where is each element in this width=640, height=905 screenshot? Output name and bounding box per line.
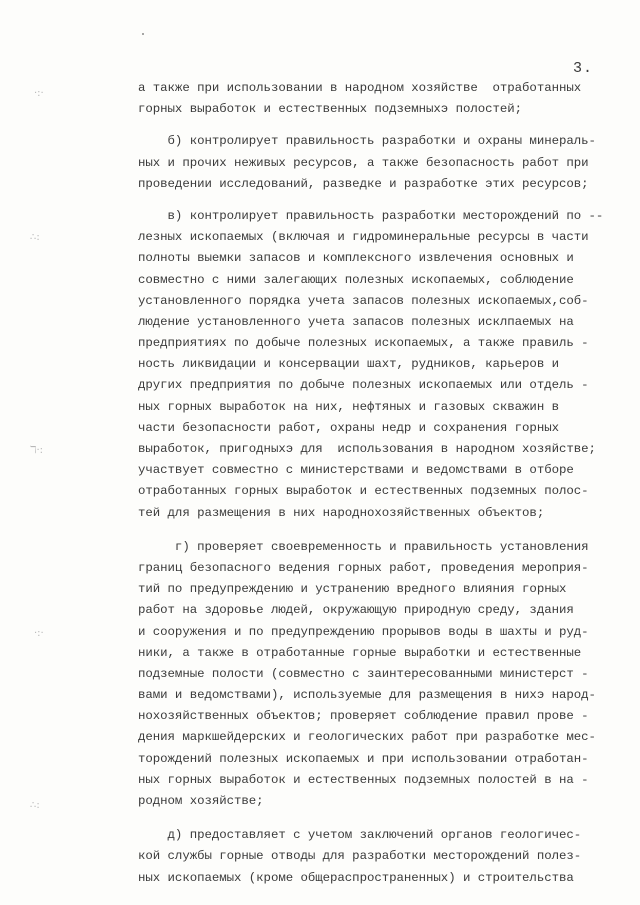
text-line: горных выработок и естественных подземныхэ полостей; [138, 102, 523, 117]
margin-smudge: ·:· [34, 88, 44, 99]
text-line: тий по предупреждению и устранению вредного влияния горных [138, 582, 567, 597]
margin-smudge: ∴: [30, 232, 40, 243]
margin-smudge: ℸ·: [30, 445, 43, 456]
text-line: вами и ведомствами), используемые для размещения в нихэ народ- [138, 688, 596, 703]
text-line: выработок, пригодныхэ для использования в народном хозяйстве; [138, 442, 596, 456]
text-line: ных ископаемых (кроме общераспространенных) и строительства [138, 870, 574, 885]
speck-mark [142, 33, 144, 35]
text-line: проведении исследований, разведке и разработке этих ресурсов; [138, 176, 589, 191]
text-line: родном хозяйстве; [138, 794, 264, 808]
text-line: ники, а также в отработанные горные выработки и естественные [138, 645, 582, 660]
text-line: совместно с ними залегающих полезных ископаемых, соблюдение [138, 272, 574, 287]
page-number: 3. [573, 60, 594, 77]
text-line: торождений полезных ископаемых и при использовании отработан- [138, 751, 589, 766]
document-body [138, 78, 608, 889]
text-line: предприятиях по добыче полезных ископаемых, а также правиль - [138, 336, 589, 351]
text-line: ность ликвидации и консервации шахт, рудников, карьеров и [138, 357, 559, 372]
text-line: ных и прочих неживых ресурсов, а также безопасность работ при [138, 155, 589, 170]
text-line: тей для размещения в них народнохозяйственных объектов; [138, 505, 545, 520]
text-line: нохозяйственных объектов; проверяет соблюдение правил прове - [138, 709, 589, 724]
text-line: лезных ископаемых (включая и гидроминеральные ресурсы в части [138, 230, 589, 245]
text-line: границ безопасного ведения горных работ, проведения мероприя- [138, 560, 589, 575]
text-line: работ на здоровье людей, окружающую природную среду, здания [138, 603, 574, 618]
paragraph-gap [138, 524, 608, 537]
margin-smudge: ∴: [30, 800, 40, 811]
margin-smudge: ·:· [34, 628, 44, 639]
text-line: дения маркшейдерских и геологических работ при разработке мес- [138, 730, 596, 745]
text-line: ных горных выработок и естественных подземных полостей в на - [138, 772, 589, 787]
paragraph-gap [138, 120, 608, 131]
paragraph-gap [138, 812, 608, 825]
text-line: подземные полости (совместно с заинтересованными министерст - [138, 666, 589, 681]
text-line: и сооружения и по предупреждению прорывов воды в шахты и руд- [138, 624, 589, 639]
text-line: ных горных выработок на них, нефтяных и газовых скважин в [138, 399, 559, 414]
text-line: участвует совместно с министерствами и ведомствами в отборе [138, 463, 574, 478]
text-line: полноты выемки запасов и комплексного извлечения основных и [138, 251, 574, 266]
text-line: а также при использовании в народном хозяйстве отработанных [138, 81, 582, 95]
text-line: б) контролирует правильность разработки и охраны минераль- [138, 134, 596, 149]
text-line: отработанных горных выработок и естественных подземных полос- [138, 484, 589, 499]
paragraph-gap [138, 195, 608, 206]
text-line: других предприятия по добыче полезных ископаемых или отдель - [138, 378, 589, 393]
text-line: в) контролирует правильность разработки месторождений по -- [138, 208, 604, 223]
text-line: установленного порядка учета запасов полезных ископаемых,соб- [138, 293, 589, 308]
text-line: людение установленного учета запасов полезных исклпаемых на [138, 314, 574, 329]
text-line: д) предоставляет с учетом заключений органов геологичес- [138, 828, 582, 843]
text-line: кой службы горные отводы для разработки месторождений полез- [138, 849, 582, 864]
text-line: г) проверяет своевременность и правильность установления [138, 539, 589, 554]
text-line: части безопасности рабoт, охраны недр и сохранения горных [138, 420, 559, 435]
